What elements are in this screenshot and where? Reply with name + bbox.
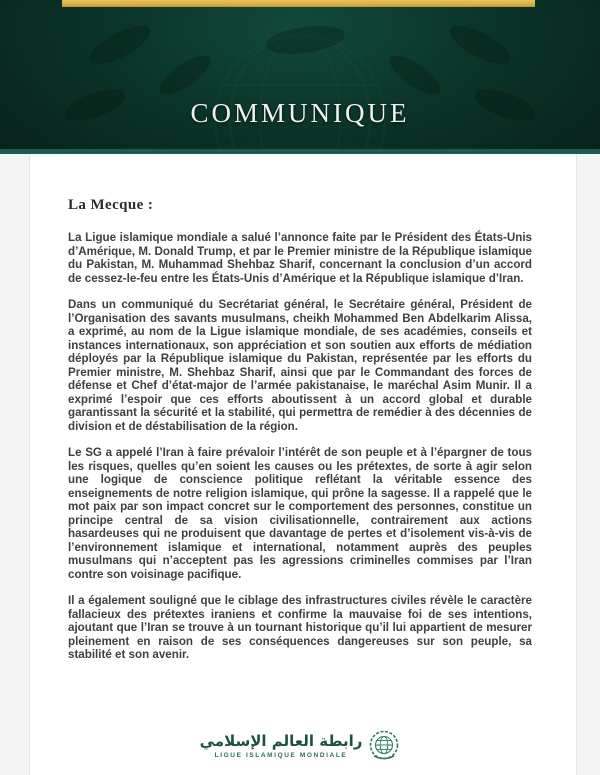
paragraph-3: Le SG a appelé l’Iran à faire prévaloir l’intérêt de son peuple et à l’épargner de tous les risques, quelles qu’en soient les causes ou les prétextes, de sorte à agir selon une logique de conscience politique reflétant la véritable essence des enseignements de notre religion islamique, qui prône la sagesse. Il a rappelé que le mot paix par son impact concret sur le comportement des personnes, constitue un principe central de sa vision civilisationnelle, contrairement aux actions hasardeuses qui ne produisent que davantage de pertes et d’isolement vis-à-vis de l’environnement islamique et international, notamment auprès des peuples musulmans qui n’acceptent pas les agressions criminelles commises par l’Iran contre son voisinage pacifique. xyxy=(68,446,532,581)
logo-text-column xyxy=(200,733,363,759)
paragraph-4: Il a également souligné que le ciblage des infrastructures civiles révèle le caractère fallacieux des prétextes iraniens et confirme la mauvaise foi de ses intentions, ajoutant que l’Iran se trouve à un tournant historique qu’il lui appartient de mesurer pleinement en raison de ses conséquences dangereuses sur son peuple, sa stabilité et son avenir. xyxy=(68,594,532,661)
mwl-emblem-icon xyxy=(368,730,400,762)
gold-accent-bar xyxy=(62,0,535,7)
logo-arabic-calligraphy: رابطة العالم الإسلامي xyxy=(199,732,363,750)
document-page xyxy=(0,154,600,775)
paragraph-2: Dans un communiqué du Secrétariat général, le Secrétaire général, Président de l’Organisation des savants musulmans, cheikh Mohammed Ben Abdelkarim Alissa, a exprimé, au nom de la Ligue islamique mondiale, de ses académies, conseils et instances internationaux, son appréciation et son soutien aux efforts de médiation déployés par la République islamique du Pakistan, représentée par les efforts du Premier ministre, M. Shehbaz Sharif, ainsi que par le Commandant des forces de défense et Chef d’état-major de l’armée pakistanaise, le maréchal Asim Munir. Il a exprimé l’espoir que ces efforts aboutissent à un accord global et durable garantissant la sécurité et la stabilité, qui permettra de remédier à des décennies de division et de déstabilisation de la région. xyxy=(68,298,532,433)
header-banner xyxy=(0,0,600,149)
page-right-margin xyxy=(576,154,600,775)
footer-logo xyxy=(0,730,600,762)
page-title: COMMUNIQUE xyxy=(190,98,410,128)
page-left-margin xyxy=(0,154,30,775)
document-text-block xyxy=(68,197,532,675)
logo-latin-text: LIGUE ISLAMIQUE MONDIALE xyxy=(214,752,348,759)
dateline: La Mecque : xyxy=(68,197,154,213)
paragraph-1: La Ligue islamique mondiale a salué l’annonce faite par le Président des États-Unis d’Amérique, M. Donald Trump, et par le Premier ministre de la République islamique du Pakistan, M. Muhammad Shehbaz Sharif, concernant la conclusion d’un accord de cessez-le-feu entre les États-Unis d’Amérique et la République islamique d’Iran. xyxy=(68,231,532,285)
